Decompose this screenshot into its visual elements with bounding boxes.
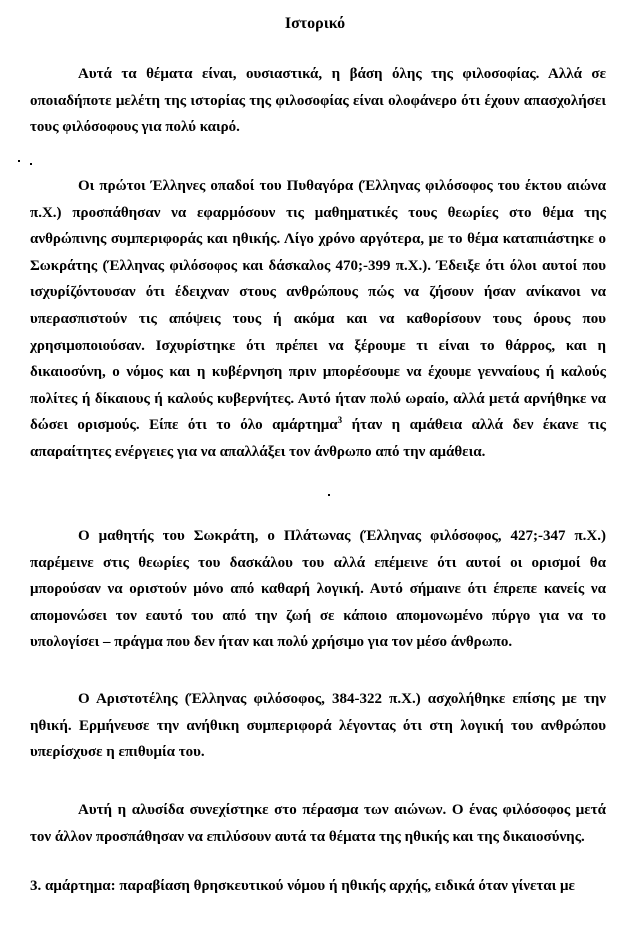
paragraph-2 xyxy=(30,173,606,466)
paragraph-4-text: Ο Αριστοτέλης (Έλληνας φιλόσοφος, 384-322 π.Χ.) ασχολήθηκε επίσης με την ηθική. Ερμήνευσε την ανήθικη συμπεριφορά λέγοντας ότι στη λογική του ανθρώπου υπερίσχυσε η επιθυμία του. xyxy=(30,691,606,761)
paragraph-5-text: Αυτή η αλυσίδα συνεχίστηκε στο πέρασμα των αιώνων. Ο ένας φιλόσοφος μετά τον άλλον προσπάθησαν να επιλύσουν αυτά τα θέματα της ηθικής και της δικαιοσύνης. xyxy=(30,802,606,845)
paragraph-1-text: Αυτά τα θέματα είναι, ουσιαστικά, η βάση όλης της φιλοσοφίας. Αλλά σε οποιαδήποτε μελέτη της ιστορίας της φιλοσοφίας είναι ολοφάνερο ότι έχουν απασχολήσει τους φιλόσοφους για πολύ καιρό. xyxy=(30,66,606,136)
footnote-reference: 3 xyxy=(337,415,343,426)
paragraph-2-tail: ήταν η αμάθεια αλλά δεν έκανε τις απαραίτητες ενέργειες για να απαλλάξει τον άνθρωπο από την αμάθεια. xyxy=(30,417,606,460)
paragraph-4 xyxy=(30,686,606,766)
paragraph-1 xyxy=(30,61,606,141)
paragraph-5 xyxy=(30,797,606,850)
paragraph-3-text: Ο μαθητής του Σωκράτη, ο Πλάτωνας (Έλληνας φιλόσοφος, 427;-347 π.Χ.) παρέμεινε στις θεωρίες του δασκάλου του αλλά επέμεινε ότι αυτοί οι ορισμοί θα μπορούσαν να οριστούν μόνο από καθαρή λογική. Αυτό σήμαινε ότι έπρεπε κανείς να απομονώσει τον εαυτό του από την ζωή σε κάποιο απομονωμένο πύργο για να το υπολογίσει – πράγμα που δεν ήταν και πολύ χρήσιμο για τον μέσο άνθρωπο. xyxy=(30,528,606,651)
scan-speck xyxy=(30,163,32,165)
scan-speck xyxy=(328,494,330,496)
scan-speck xyxy=(18,160,20,162)
paragraph-2-text: Οι πρώτοι Έλληνες οπαδοί του Πυθαγόρα (Έλληνας φιλόσοφος του έκτου αιώνα π.Χ.) προσπάθησαν να εφαρμόσουν τις μαθηματικές τους θεωρίες στο θέμα της ανθρώπινης συμπεριφοράς και ηθικής. Λίγο χρόνο αργότερα, με το θέμα καταπιάστηκε ο Σωκράτης (Έλληνας φιλόσοφος και δάσκαλος 470;-399 π.Χ.). Έδειξε ότι όλοι αυτοί που ισχυρίζόντουσαν ότι έδειχναν στους ανθρώπους πώς να ζήσουν ήσαν ανίκανοι να υπερασπιστούν τις απόψεις τους ή ακόμα και να καθορίσουν τους όρους που χρησιμοποιούσαν. Ισχυρίστηκε ότι πρέπει να ξέρουμε τι είναι το θάρρος, και η δικαιοσύνη, ο νόμος και η κυβέρνηση πριν μπορέσουμε να έχουμε γενναίους ή καλούς πολίτες ή δίκαιους ή καλούς κυβερνήτες. Αυτό ήταν πολύ ωραίο, αλλά μετά αρνήθηκε να δώσει ορισμούς. Είπε ότι το όλο αμάρτημα xyxy=(30,178,606,434)
page-title: Ιστορικό xyxy=(284,15,346,32)
paragraph-3 xyxy=(30,523,606,656)
footnote: 3. αμάρτημα: παραβίαση θρησκευτικού νόμου ή ηθικής αρχής, ειδικά όταν γίνεται με xyxy=(30,878,575,894)
